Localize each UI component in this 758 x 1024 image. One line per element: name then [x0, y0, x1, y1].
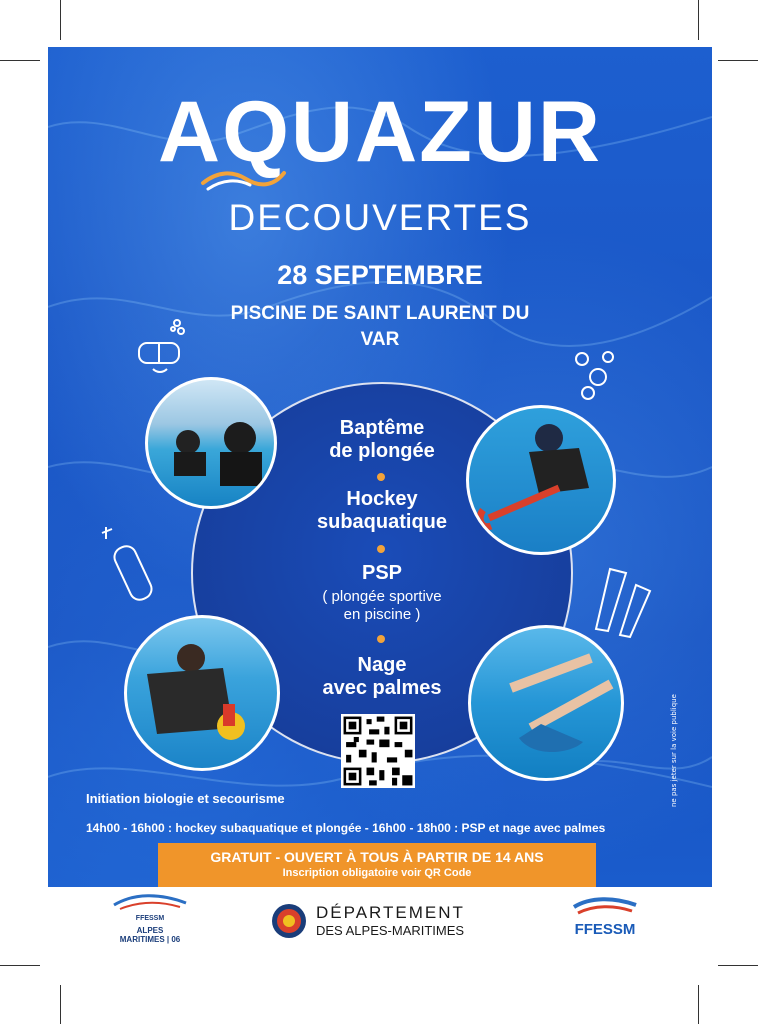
bubbles-icon	[572, 347, 622, 407]
banner-line2: Inscription obligatoire voir QR Code	[282, 867, 472, 879]
fins-icon	[586, 559, 656, 639]
crop-mark	[718, 60, 758, 61]
event-date: 28 SEPTEMBRE	[277, 260, 483, 290]
crop-mark	[60, 985, 61, 1024]
wave-icon	[198, 165, 288, 191]
poster	[48, 47, 712, 887]
activity-psp-detail: ( plongée sportive en piscine )	[322, 588, 442, 623]
free-banner	[158, 843, 596, 887]
qr-code[interactable]	[341, 714, 415, 788]
photo-diving	[145, 377, 277, 509]
photo-hockey	[466, 405, 616, 555]
activity-nage: Nage avec palmes	[322, 654, 442, 699]
tank-icon	[98, 525, 168, 605]
logo-departement: DÉPARTEMENT DES ALPES-MARITIMES	[270, 902, 510, 942]
photo-psp	[124, 615, 280, 771]
crop-mark	[698, 0, 699, 40]
activity-bapteme: Baptême de plongée	[329, 417, 435, 462]
subtitle: DECOUVERTES	[228, 197, 532, 238]
side-note: ne pas jeter sur la voie publique	[670, 694, 678, 807]
crop-mark	[718, 965, 758, 966]
bullet-dot	[377, 473, 385, 481]
title: AQUAZUR	[158, 84, 602, 180]
info-line: Initiation biologie et secourisme	[86, 791, 285, 806]
diving-mask-icon	[133, 317, 193, 377]
crop-mark	[698, 985, 699, 1024]
bullet-dot	[377, 545, 385, 553]
event-location: PISCINE DE SAINT LAURENT DU VAR	[230, 303, 530, 350]
wave-logo-icon	[110, 893, 190, 911]
logo-ffessm-alpes-maritimes: FFESSM ALPES MARITIMES | 06	[105, 893, 195, 948]
schedule-line: 14h00 - 16h00 : hockey subaquatique et plongée - 16h00 - 18h00 : PSP et nage avec palmes	[86, 821, 606, 835]
wave-logo-icon	[570, 893, 640, 917]
activity-psp: PSP	[361, 562, 403, 584]
logo-ffessm: FFESSM	[570, 893, 640, 948]
crop-mark	[0, 965, 40, 966]
crop-mark	[0, 60, 40, 61]
photo-fins	[468, 625, 624, 781]
banner-line1: GRATUIT - OUVERT À TOUS À PARTIR DE 14 ANS	[210, 849, 544, 865]
activity-hockey: Hockey subaquatique	[316, 488, 447, 533]
crop-mark	[60, 0, 61, 40]
seal-icon	[270, 902, 308, 940]
bullet-dot	[377, 635, 385, 643]
